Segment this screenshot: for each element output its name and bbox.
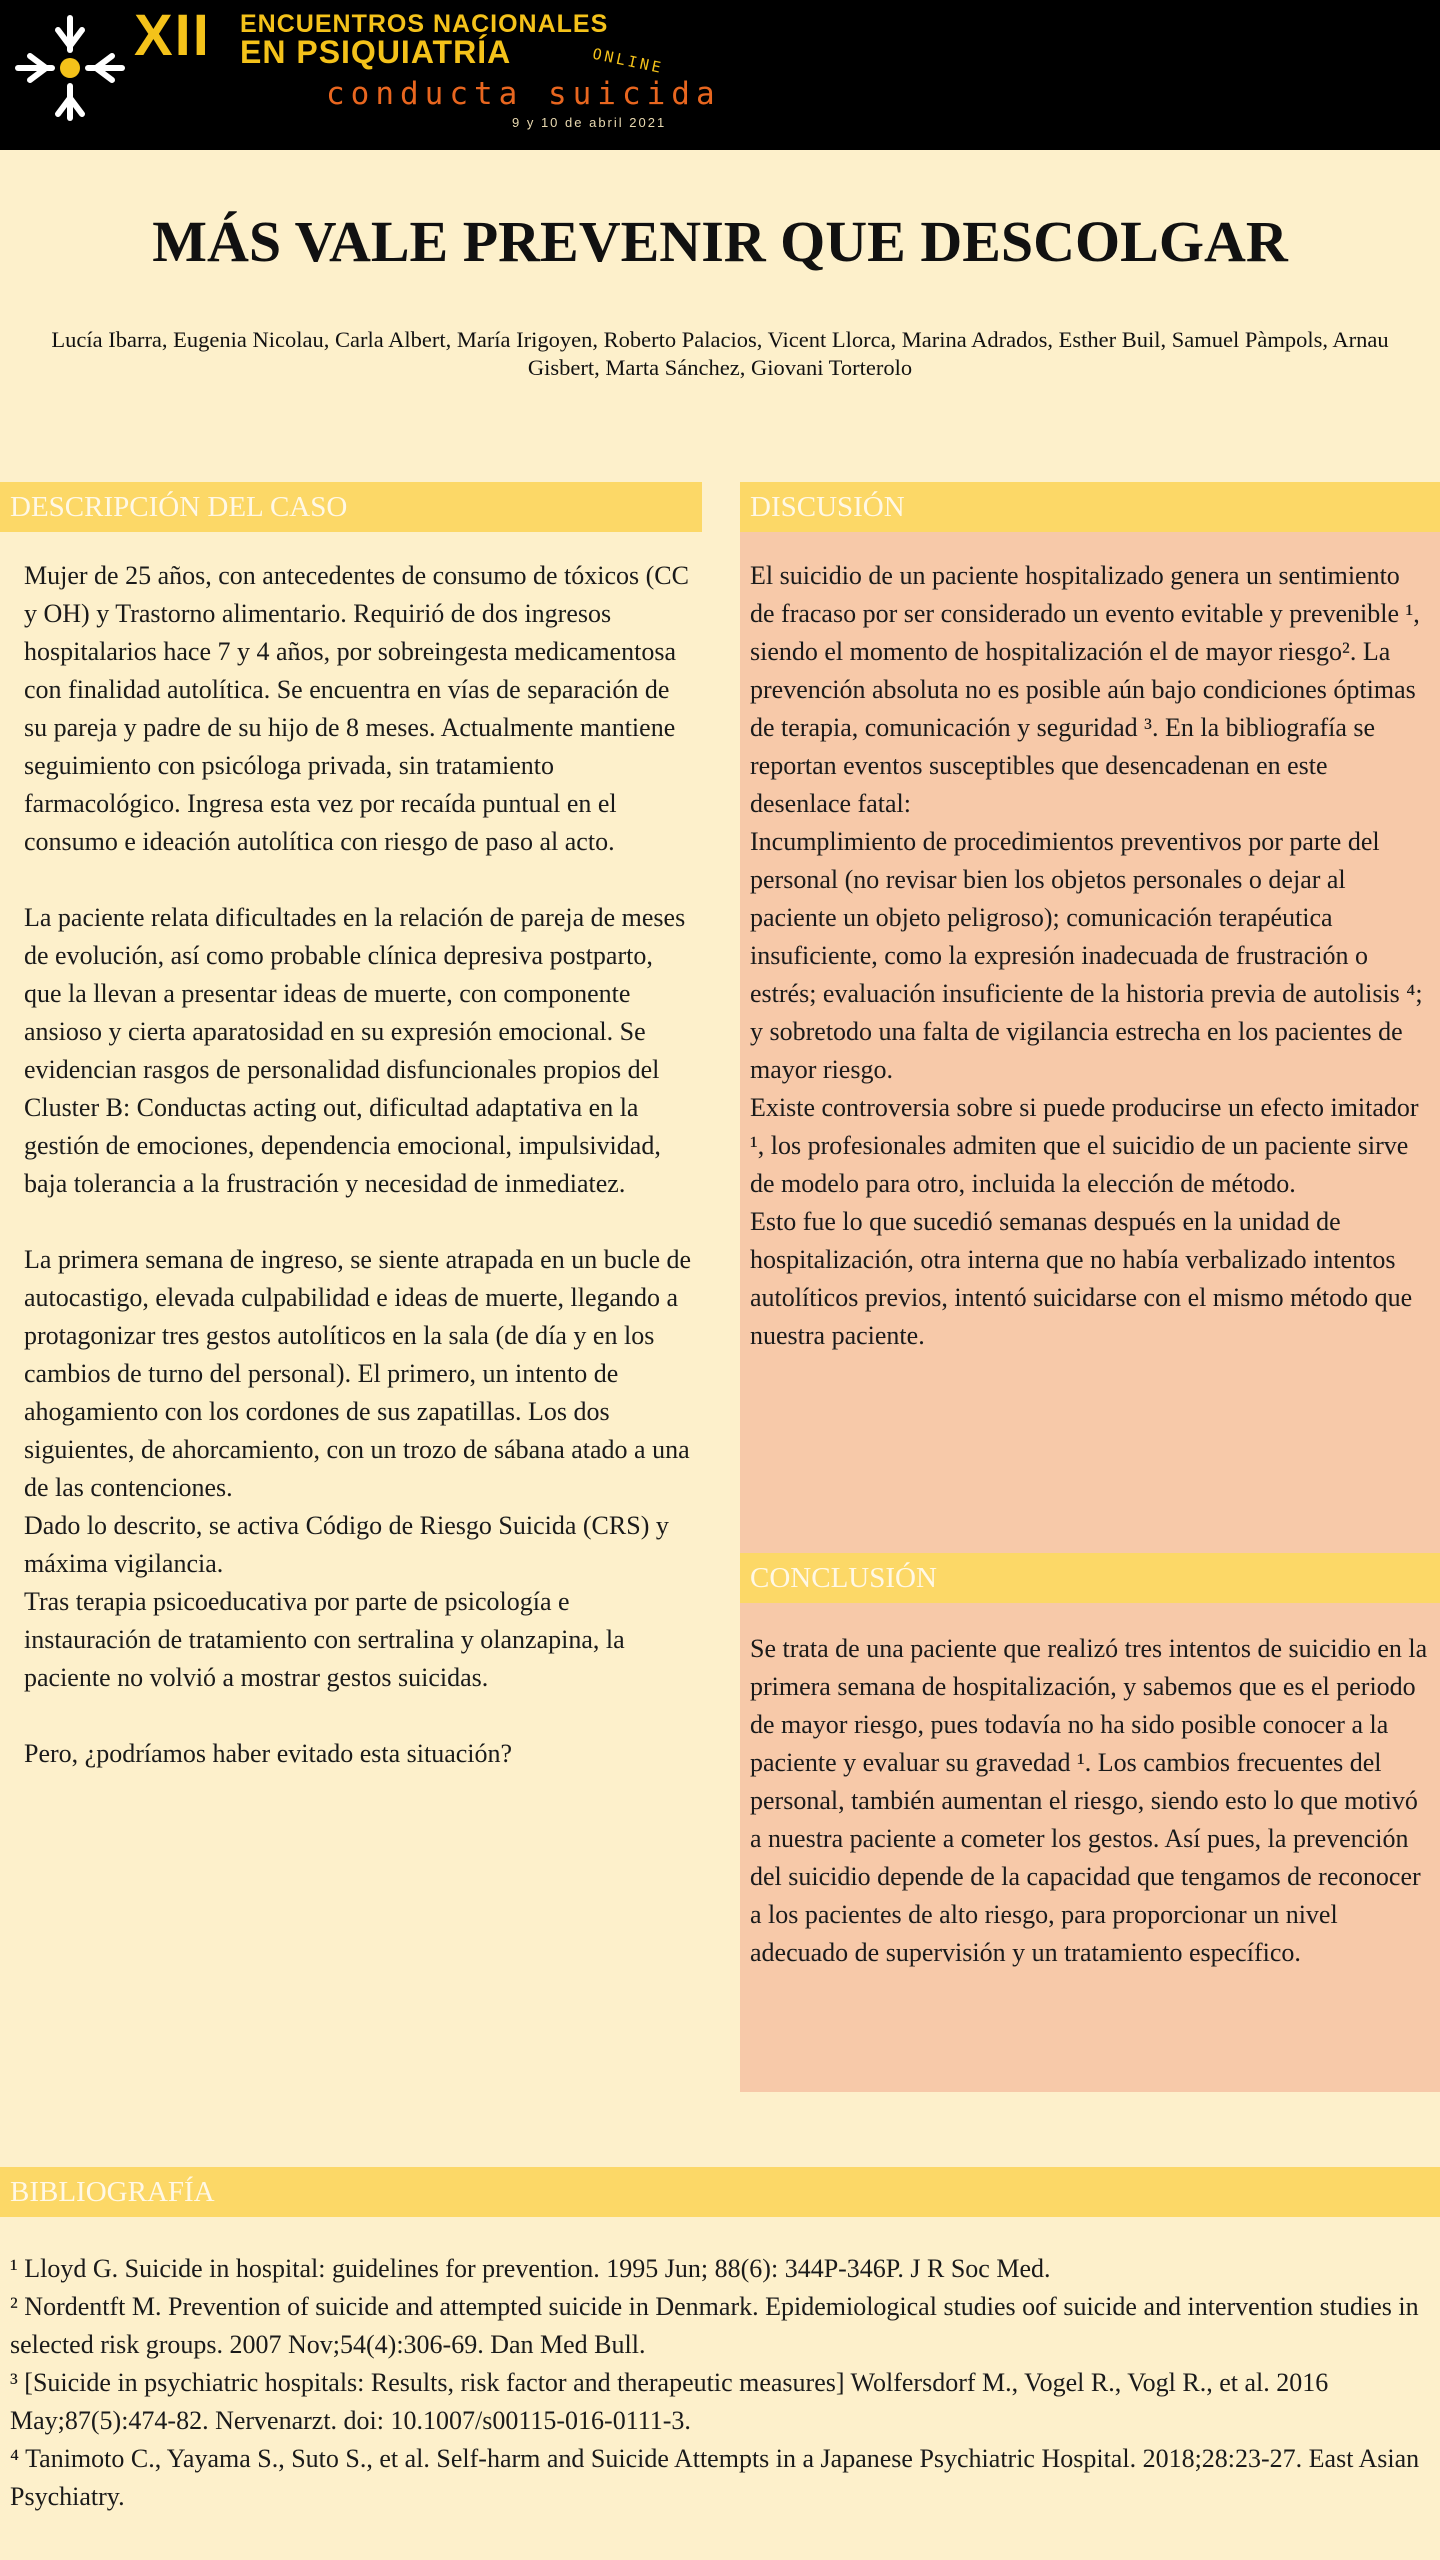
poster-title: MÁS VALE PREVENIR QUE DESCOLGAR xyxy=(152,209,1288,274)
conclusion-paragraph: Se trata de una paciente que realizó tres intentos de suicidio en la primera semana de hospitalización, y sabemos que es el periodo de mayor riesgo, pues todavía no ha sido posible conocer a la paciente y evaluar su gravedad ¹. Los cambios frecuentes del personal, también aumentan el riesgo, siendo esto lo que motivó a nuestra paciente a cometer los gestos. Así pues, la prevención del suicidio depende de la capacidad que tengamos de reconocer a los pacientes de alto riesgo, para proporcionar un nivel adecuado de supervisión y un tratamiento específico. xyxy=(750,1634,1428,1967)
event-dates: 9 y 10 de abril 2021 xyxy=(512,115,667,130)
author-list: Lucía Ibarra, Eugenia Nicolau, Carla Albert, María Irigoyen, Roberto Palacios, Vicent Llorca, Marina Adrados, Esther Buil, Samuel Pàmpols, Arnau Gisbert, Marta Sánchez, Giovani Torterolo xyxy=(51,327,1389,380)
case-paragraph: La primera semana de ingreso, se siente atrapada en un bucle de autocastigo, elevada culpabilidad e ideas de muerte, llegando a protagonizar tres gestos autolíticos en la sala (de día y en los cambios de turno del personal). El primero, un intento de ahogamiento con los cordones de sus zapatillas. Los dos siguientes, de ahorcamiento, con un trozo de sábana atado a una de las contenciones. xyxy=(24,1245,692,1502)
case-paragraph: Tras terapia psicoeducativa por parte de psicología e instauración de tratamiento con sertralina y olanzapina, la paciente no volvió a mostrar gestos suicidas. xyxy=(24,1587,625,1692)
event-name-line-2: EN PSIQUIATRÍA xyxy=(240,34,512,70)
bibliography-list xyxy=(10,2250,1430,2516)
reference-item: ⁴ Tanimoto C., Yayama S., Suto S., et al. Self-harm and Suicide Attempts in a Japanese Psychiatric Hospital. 2018;28:23-27. East Asian Psychiatry. xyxy=(10,2444,1420,2511)
conclusion-body xyxy=(750,1630,1430,1972)
discussion-paragraph: Incumplimiento de procedimientos preventivos por parte del personal (no revisar bien los objetos personales o dejar al paciente un objeto peligroso); comunicación terapéutica insuficiente, como la expresión inadecuada de frustración o estrés; evaluación insuficiente de la historia previa de autolisis ⁴; y sobretodo una falta de vigilancia estrecha en los pacientes de mayor riesgo. xyxy=(750,827,1423,1084)
case-description-body xyxy=(24,557,696,1773)
reference-item: ¹ Lloyd G. Suicide in hospital: guidelines for prevention. 1995 Jun; 88(6): 344P-346P. J R Soc Med. xyxy=(10,2254,1051,2283)
case-paragraph: La paciente relata dificultades en la relación de pareja de meses de evolución, así como probable clínica depresiva postparto, que la llevan a presentar ideas de muerte, con componente ansioso y cierta aparatosidad en su expresión emocional. Se evidencian rasgos de personalidad disfuncionales propios del Cluster B: Conductas acting out, dificultad adaptativa en la gestión de emociones, dependencia emocional, impulsividad, baja tolerancia a la frustración y necesidad de inmediatez. xyxy=(24,903,686,1198)
discussion-body xyxy=(750,557,1430,1355)
edition-number: XII xyxy=(134,3,211,68)
event-theme: conducta suicida xyxy=(326,76,721,112)
event-name-line-1: ENCUENTROS NACIONALES xyxy=(240,10,609,38)
discussion-paragraph: Esto fue lo que sucedió semanas después en la unidad de hospitalización, otra interna que no había verbalizado intentos autolíticos previos, intentó suicidarse con el mismo método que nuestra paciente. xyxy=(750,1207,1413,1350)
section-heading-bibliografia: BIBLIOGRAFÍA xyxy=(0,2167,1440,2217)
section-heading-descripcion: DESCRIPCIÓN DEL CASO xyxy=(0,482,702,532)
discussion-paragraph: El suicidio de un paciente hospitalizado genera un sentimiento de fracaso por ser considerado un evento evitable y prevenible ¹, siendo el momento de hospitalización el de mayor riesgo². La prevención absoluta no es posible aún bajo condiciones óptimas de terapia, comunicación y seguridad ³. En la bibliografía se reportan eventos susceptibles que desencadenan en este desenlace fatal: xyxy=(750,561,1420,818)
case-paragraph: Mujer de 25 años, con antecedentes de consumo de tóxicos (CC y OH) y Trastorno alimentario. Requirió de dos ingresos hospitalarios hace 7 y 4 años, por sobreingesta medicamentosa con finalidad autolítica. Se encuentra en vías de separación de su pareja y padre de su hijo de 8 meses. Actualmente mantiene seguimiento con psicóloga privada, sin tratamiento farmacológico. Ingresa esta vez por recaída puntual en el consumo e ideación autolítica con riesgo de paso al acto. xyxy=(24,561,689,856)
event-banner xyxy=(0,0,1440,150)
case-paragraph: Dado lo descrito, se activa Código de Riesgo Suicida (CRS) y máxima vigilancia. xyxy=(24,1511,669,1578)
case-closing-question: Pero, ¿podríamos haber evitado esta situación? xyxy=(24,1739,513,1768)
reference-item: ³ [Suicide in psychiatric hospitals: Results, risk factor and therapeutic measures] Wolfersdorf M., Vogel R., Vogl R., et al. 2016 May;87(5):474-82. Nervenarzt. doi: 10.1007/s00115-016-0111-3. xyxy=(10,2368,1329,2435)
section-heading-conclusion: CONCLUSIÓN xyxy=(740,1553,1440,1603)
event-logo-icon xyxy=(14,12,126,124)
discussion-paragraph: Existe controversia sobre si puede producirse un efecto imitador ¹, los profesionales admiten que el suicidio de un paciente sirve de modelo para otro, incluida la elección de método. xyxy=(750,1093,1419,1198)
online-label: ONLINE xyxy=(590,44,666,78)
section-heading-discusion: DISCUSIÓN xyxy=(740,482,1440,532)
reference-item: ² Nordentft M. Prevention of suicide and attempted suicide in Denmark. Epidemiological studies oof suicide and intervention studies in selected risk groups. 2007 Nov;54(4):306-69. Dan Med Bull. xyxy=(10,2292,1419,2359)
